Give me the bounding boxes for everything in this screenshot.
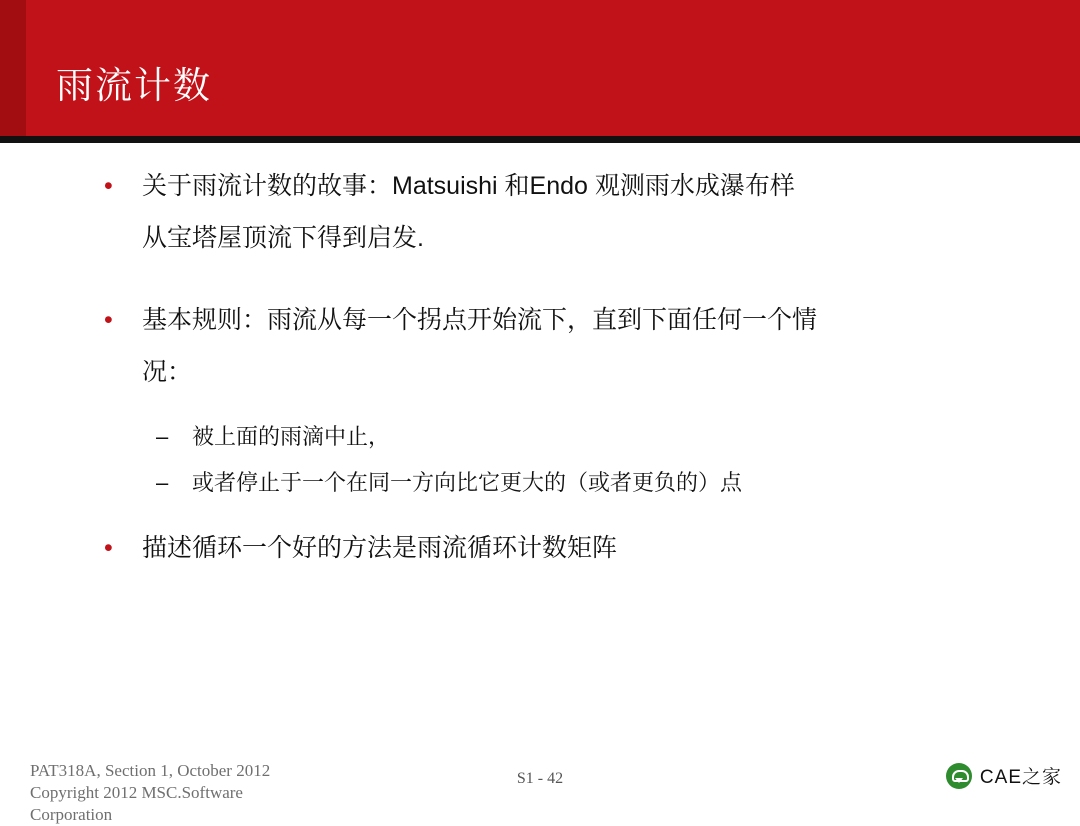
bullet-marker-icon: • [104, 306, 113, 334]
bullet-line: 况： [142, 358, 193, 386]
wechat-badge-icon [946, 763, 972, 789]
bullet-line: 从宝塔屋顶流下得到启发. [142, 224, 424, 252]
sub-bullet-marker-icon: – [156, 470, 169, 495]
page-number: S1 - 42 [516, 770, 564, 787]
bullet-marker-icon: • [104, 534, 113, 562]
watermark-badge [946, 762, 1062, 789]
bullet-item [0, 522, 1080, 574]
header-left-stripe [0, 0, 26, 136]
header-underline-rule [0, 136, 1080, 143]
slide-content [0, 160, 1080, 574]
bullet-item [0, 160, 1080, 264]
bullet-line: 关于雨流计数的故事：Matsuishi 和Endo 观测雨水成瀑布样 [142, 172, 795, 200]
sub-bullet-item [0, 460, 1080, 506]
footer-copyright-line1: Copyright 2012 MSC.Software [30, 783, 243, 802]
footer-course-ref: PAT318A, Section 1, October 2012 [30, 761, 271, 780]
sub-bullet-item [0, 414, 1080, 460]
sub-bullet-marker-icon: – [156, 424, 169, 449]
bullet-item [0, 294, 1080, 398]
sub-bullet-line: 被上面的雨滴中止， [192, 424, 391, 449]
footer-copyright-line2: Corporation [30, 805, 113, 824]
bullet-marker-icon: • [104, 172, 113, 200]
sub-bullet-line: 或者停止于一个在同一方向比它更大的（或者更负的）点 [192, 470, 743, 495]
page-title: 雨流计数 [56, 65, 212, 106]
bullet-line: 描述循环一个好的方法是雨流循环计数矩阵 [142, 534, 618, 562]
bullet-line: 基本规则：雨流从每一个拐点开始流下，直到下面任何一个情 [142, 306, 818, 334]
watermark-label: CAE之家 [979, 767, 1062, 788]
